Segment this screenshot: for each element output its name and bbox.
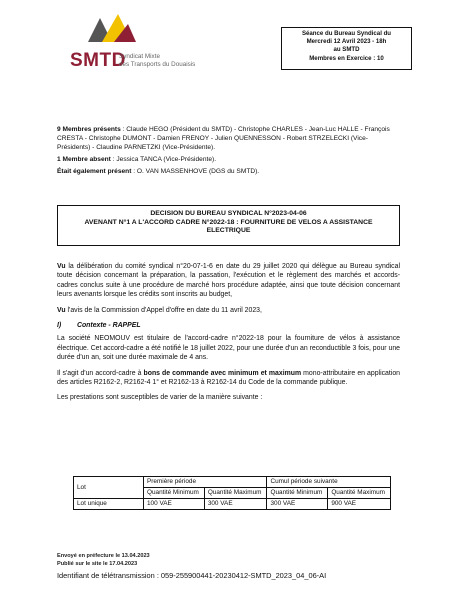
quantities-table [73, 476, 391, 510]
members-present [57, 126, 400, 152]
seance-line4: Membres en Exercice : 10 [309, 54, 384, 62]
table-cell: 900 VAE [328, 499, 391, 510]
context-paragraph-2 [57, 369, 400, 388]
context-paragraph-1: La société NEOMOUV est titulaire de l'accord-cadre n°2022-18 pour la fourniture de vélos à assistance électrique. Cet accord-cadre a été notifié le 18 juillet 2022, pour une durée d'un an reconductible 3 fois, pour une durée d'un an, soit une durée maximale de 4 ans. [57, 335, 401, 362]
logo-subtitle-line1: Syndicat Mixte [119, 53, 160, 60]
vu2-label: Vu [57, 306, 66, 314]
members-absent-text: : Jessica TANCA (Vice-Présidente). [110, 155, 217, 163]
seance-line3: au SMTD [333, 46, 360, 54]
document-body [57, 262, 400, 409]
members-present-text: : Claude HEGO (Président du SMTD) - Christophe CHARLES - Jean-Luc HALLE - François CRESTA - Christophe DUMONT - Damien FRENOY - Julien QUENNESSON - Robert STRZELECKI (Vice-Présidents) - Claudine PARNETZKI (Vice-Présidente). [57, 126, 390, 151]
vu1-text: la délibération du comité syndical n°20-07-1-6 en date du 29 juillet 2020 qui délègue au Bureau syndical toute décision concernant la préparation, la passation, l'exécution et le règlement des marchés et accords-cadres conclus suite à une procédure de marché hors procédure adaptée, ainsi que toute décision concernant leurs avenants lorsque les crédits sont inscrits au budget, [57, 263, 400, 299]
vu-paragraph-1 [57, 262, 400, 300]
context-paragraph-3: Les prestations sont susceptibles de varier de la manière suivante : [57, 394, 263, 402]
p2-text-a: Il s'agit d'un accord-cadre à [57, 369, 144, 377]
members-absent [57, 156, 400, 165]
logo-subtitle-line2: des Transports du Douaisis [119, 60, 196, 68]
table-period1-header: Première période [144, 477, 267, 488]
members-present-label: 9 Membres présents [57, 126, 121, 133]
members-also-label: Était également présent [57, 168, 132, 176]
table-row [74, 499, 391, 510]
p2-text-c: mono-attributaire en application des articles R2162-2, R2162-4 1° et R2162-13 à R2162-14 du Code de la commande publique. [57, 369, 400, 387]
table-qmin-2: Quantité Minimum [267, 488, 328, 499]
section-heading [57, 321, 400, 330]
table-period2-header: Cumul période suivante [267, 477, 391, 488]
section-number: I) [57, 322, 62, 330]
members-also [57, 168, 400, 177]
smtd-logo [60, 8, 230, 113]
decision-line2: AVENANT N°1 A L'ACCORD CADRE N°2022-18 : FOURNITURE DE VELOS A ASSISTANCE [84, 218, 373, 226]
table-lot-header: Lot [74, 477, 144, 499]
section-title: Contexte - RAPPEL [77, 322, 141, 330]
seance-box [281, 27, 412, 70]
table-cell: 300 VAE [204, 499, 267, 510]
members-absent-label: 1 Membre absent [57, 155, 111, 163]
table-header-row [74, 477, 391, 488]
footer [57, 553, 417, 580]
decision-title-box [57, 205, 400, 246]
footer-identifier: Identifiant de télétransmission : 059-255900441-20230412-SMTD_2023_04_06-AI [57, 571, 327, 580]
table-row-label: Lot unique [74, 499, 144, 510]
vu1-label: Vu [57, 263, 66, 270]
seance-line1: Séance du Bureau Syndical du [301, 30, 392, 37]
seance-line2: Mercredi 12 Avril 2023 - 18h [306, 38, 387, 46]
vu2-text: l'avis de la Commission d'Appel d'offre en date du 11 avril 2023, [65, 306, 262, 314]
logo-name: SMTD [70, 50, 126, 71]
vu-paragraph-2 [57, 306, 400, 315]
logo-subtitle [119, 53, 195, 68]
table-cell: 100 VAE [144, 499, 205, 510]
table-qmin-1: Quantité Minimum [144, 488, 205, 499]
table-cell: 300 VAE [267, 499, 328, 510]
table-qmax-2: Quantité Maximum [328, 488, 391, 499]
decision-line3: ELECTRIQUE [206, 227, 251, 235]
table-qmax-1: Quantité Maximum [204, 488, 267, 499]
p2-text-bold: bons de commande avec minimum et maximum [143, 369, 302, 377]
decision-line1: DECISION DU BUREAU SYNDICAL N°2023-04-06 [150, 210, 307, 217]
members-section [57, 126, 400, 180]
footer-sent-date: Envoyé en préfecture le 13.04.2023 [57, 553, 150, 559]
members-also-text: : O. VAN MASSENHOVE (DGS du SMTD). [131, 168, 260, 176]
footer-published-date: Publié sur le site le 17.04.2023 [57, 560, 138, 567]
